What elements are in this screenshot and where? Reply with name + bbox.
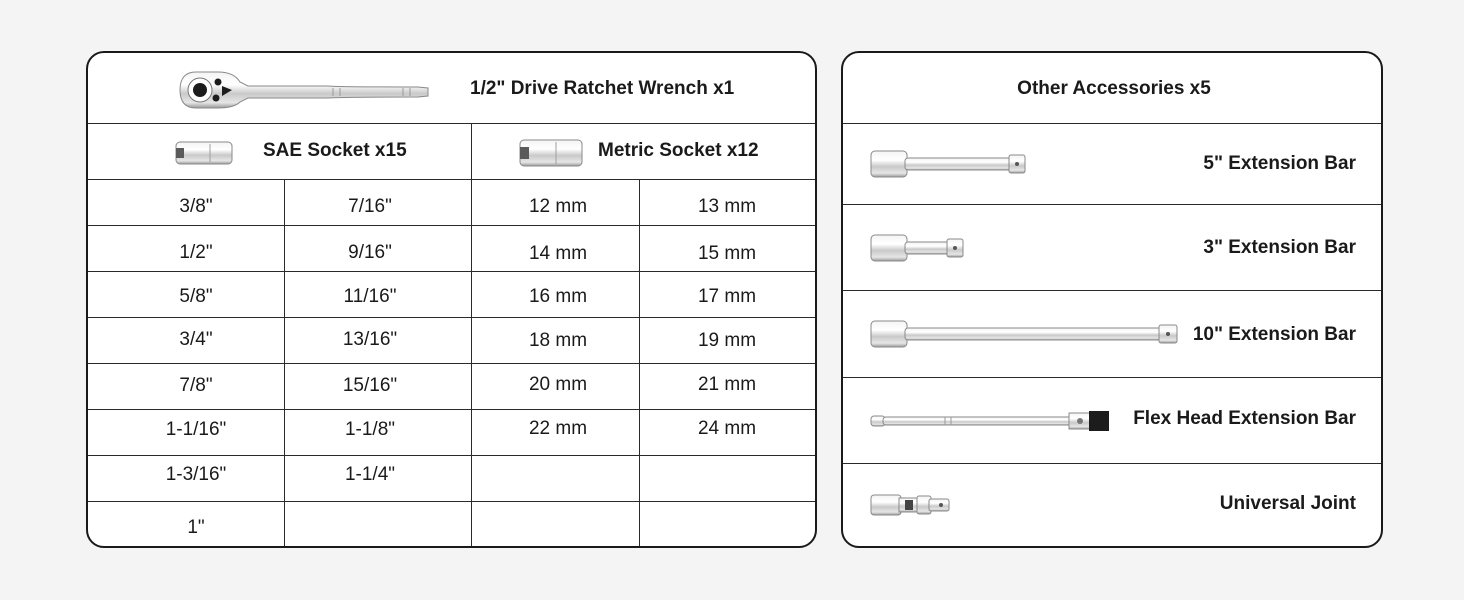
accessories-table	[841, 51, 1383, 548]
sae-size: 13/16"	[342, 329, 398, 350]
metric-socket-label: Metric Socket x12	[598, 140, 759, 161]
divider	[843, 377, 1383, 378]
sae-size: 3/8"	[179, 196, 213, 217]
metric-size: 16 mm	[528, 286, 588, 307]
metric-size: 24 mm	[697, 418, 757, 439]
universal-joint-icon	[869, 491, 955, 519]
metric-size: 12 mm	[528, 196, 588, 217]
divider	[843, 123, 1383, 124]
divider	[88, 317, 817, 318]
metric-size: 19 mm	[697, 330, 757, 351]
metric-size: 18 mm	[528, 330, 588, 351]
divider	[843, 290, 1383, 291]
divider	[88, 225, 817, 226]
ratchet-label: 1/2" Drive Ratchet Wrench x1	[470, 78, 735, 99]
sae-size: 15/16"	[342, 375, 398, 396]
socket-table	[86, 51, 817, 548]
metric-size: 20 mm	[528, 374, 588, 395]
accessory-label: 10" Extension Bar	[1192, 324, 1356, 345]
sae-size: 1/2"	[179, 242, 213, 263]
sae-size: 1"	[187, 517, 205, 538]
sae-size: 3/4"	[179, 329, 213, 350]
sae-size: 5/8"	[179, 286, 213, 307]
divider	[639, 179, 640, 548]
accessory-label: 3" Extension Bar	[1203, 237, 1356, 258]
divider	[88, 409, 817, 410]
sae-size: 1-1/4"	[344, 464, 396, 485]
accessory-label: Universal Joint	[1219, 493, 1356, 514]
metric-size: 15 mm	[697, 243, 757, 264]
sae-size: 11/16"	[343, 286, 397, 307]
accessories-title: Other Accessories x5	[1017, 78, 1211, 99]
sae-size: 1-1/16"	[165, 419, 227, 440]
divider	[88, 123, 817, 124]
divider	[88, 501, 817, 502]
sae-size: 7/16"	[348, 196, 392, 217]
metric-size: 13 mm	[697, 196, 757, 217]
metric-size: 22 mm	[528, 418, 588, 439]
sae-size: 9/16"	[348, 242, 392, 263]
divider	[88, 455, 817, 456]
sae-socket-icon	[174, 136, 234, 168]
sae-size: 1-3/16"	[165, 464, 227, 485]
divider	[471, 123, 472, 548]
extension-bar-3-icon	[869, 233, 969, 263]
accessory-label: Flex Head Extension Bar	[1133, 408, 1356, 429]
divider	[88, 271, 817, 272]
flex-head-extension-bar-icon	[869, 405, 1115, 437]
metric-size: 21 mm	[697, 374, 757, 395]
divider	[843, 204, 1383, 205]
metric-size: 14 mm	[528, 243, 588, 264]
sae-socket-label: SAE Socket x15	[263, 140, 407, 161]
metric-size: 17 mm	[697, 286, 757, 307]
accessory-label: 5" Extension Bar	[1203, 153, 1356, 174]
extension-bar-5-icon	[869, 149, 1029, 179]
divider	[284, 179, 285, 548]
divider	[88, 363, 817, 364]
extension-bar-10-icon	[869, 319, 1181, 349]
sae-size: 1-1/8"	[344, 419, 396, 440]
metric-socket-icon	[518, 134, 584, 170]
divider	[843, 463, 1383, 464]
divider	[88, 179, 817, 180]
ratchet-wrench-icon	[178, 68, 432, 110]
sae-size: 7/8"	[179, 375, 213, 396]
